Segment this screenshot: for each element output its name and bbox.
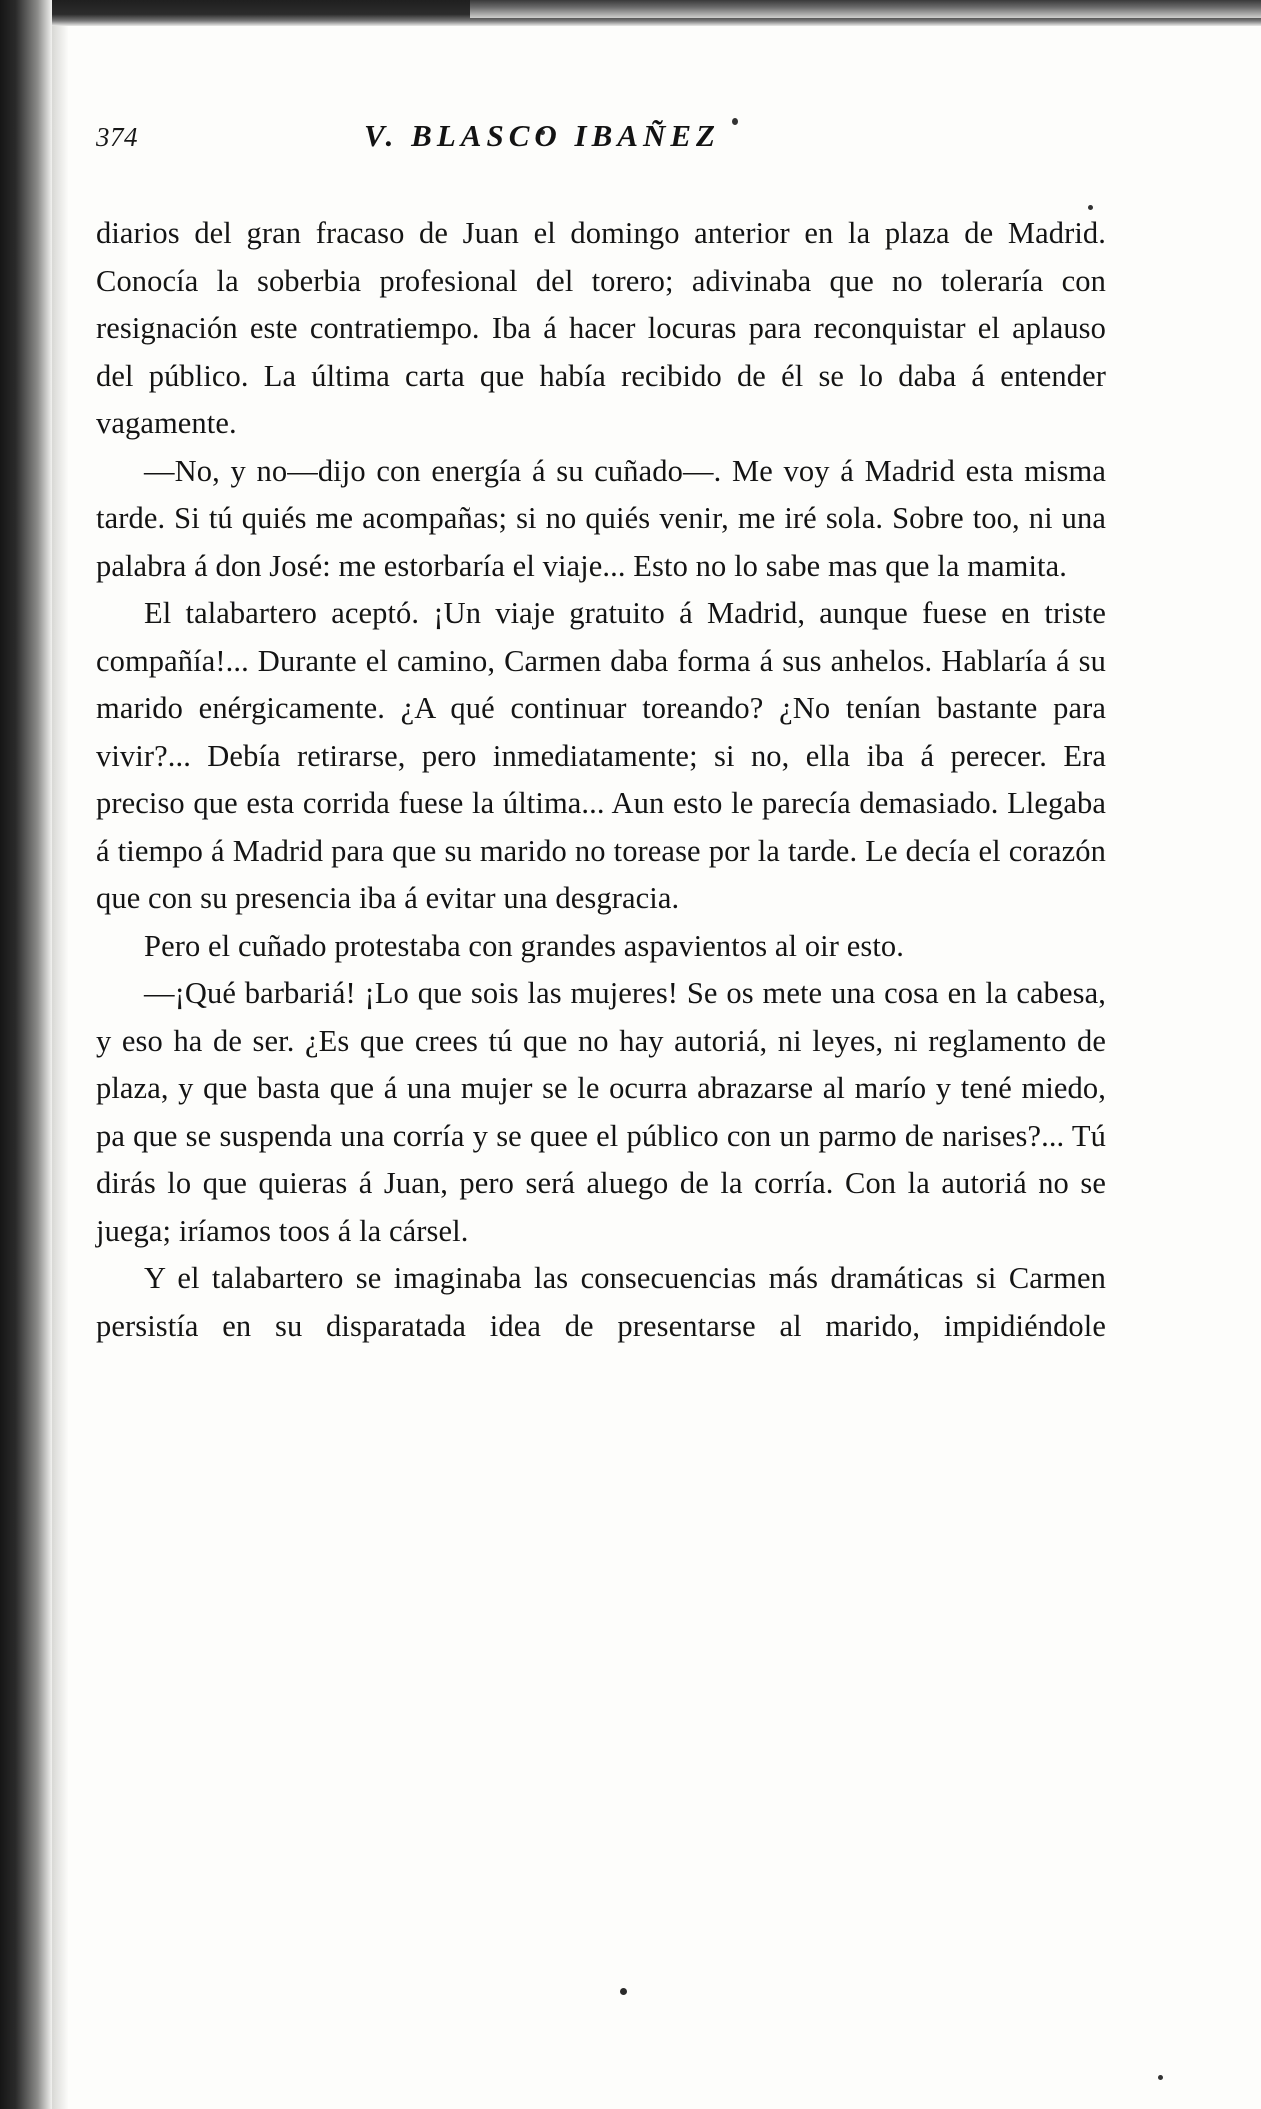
paragraph: —No, y no—dijo con energía á su cuñado—. Me voy á Madrid esta misma tarde. Si tú quiés me acompañas; si no quiés venir, me iré sola. Sobre too, ni una palabra á don José: me estorbaría el viaje... Esto no lo sabe mas que la mamita. xyxy=(96,453,1106,583)
scan-edge-left xyxy=(0,0,52,2109)
page-bottom-mark xyxy=(620,1988,627,1995)
body-text xyxy=(96,210,1106,1350)
page-header xyxy=(96,118,1106,180)
paragraph: Y el talabartero se imaginaba las consecuencias más dramáticas si Carmen persistía en su disparatada idea de presentarse al marido, impidiéndole xyxy=(96,1261,1106,1343)
scan-edge-left-inner xyxy=(52,26,68,2109)
paragraph: diarios del gran fracaso de Juan el domingo anterior en la plaza de Madrid. Conocía la soberbia profesional del torero; adivinaba que no toleraría con resignación este contratiempo. Iba á hacer locuras para reconquistar el aplauso del público. La última carta que había recibido de él se lo daba á entender vagamente. xyxy=(96,216,1106,440)
scan-edge-top-right xyxy=(470,0,1261,18)
page-number: 374 xyxy=(96,122,138,152)
paragraph: —¡Qué barbariá! ¡Lo que sois las mujeres! Se os mete una cosa en la cabesa, y eso ha de ser. ¿Es que crees tú que no hay autoriá, ni leyes, ni reglamento de plaza, y que basta que á una mujer se le ocurra abrazarse al marío y tené miedo, pa que se suspenda una corría y se quee el público con un parmo de narises?... Tú dirás lo que quieras á Juan, pero será aluego de la corría. Con la autoriá no se juega; iríamos toos á la cársel. xyxy=(96,976,1106,1248)
paragraph: El talabartero aceptó. ¡Un viaje gratuito á Madrid, aunque fuese en triste compañía!... Durante el camino, Carmen daba forma á sus anhelos. Hablaría á su marido enérgicamente. ¿A qué continuar toreando? ¿No tenían bastante para vivir?... Debía retirarse, pero inmediatamente; si no, ella iba á perecer. Era preciso que esta corrida fuese la última... Aun esto le parecía demasiado. Llegaba á tiempo á Madrid para que su marido no torease por la tarde. Le decía el corazón que con su presencia iba á evitar una desgracia. xyxy=(96,596,1106,915)
page-text-block xyxy=(96,118,1106,1350)
paragraph: Pero el cuñado protestaba con grandes aspavientos al oir esto. xyxy=(144,928,904,963)
scan-speck xyxy=(1158,2075,1163,2080)
running-head: V. BLASCO IBAÑEZ xyxy=(364,118,720,153)
